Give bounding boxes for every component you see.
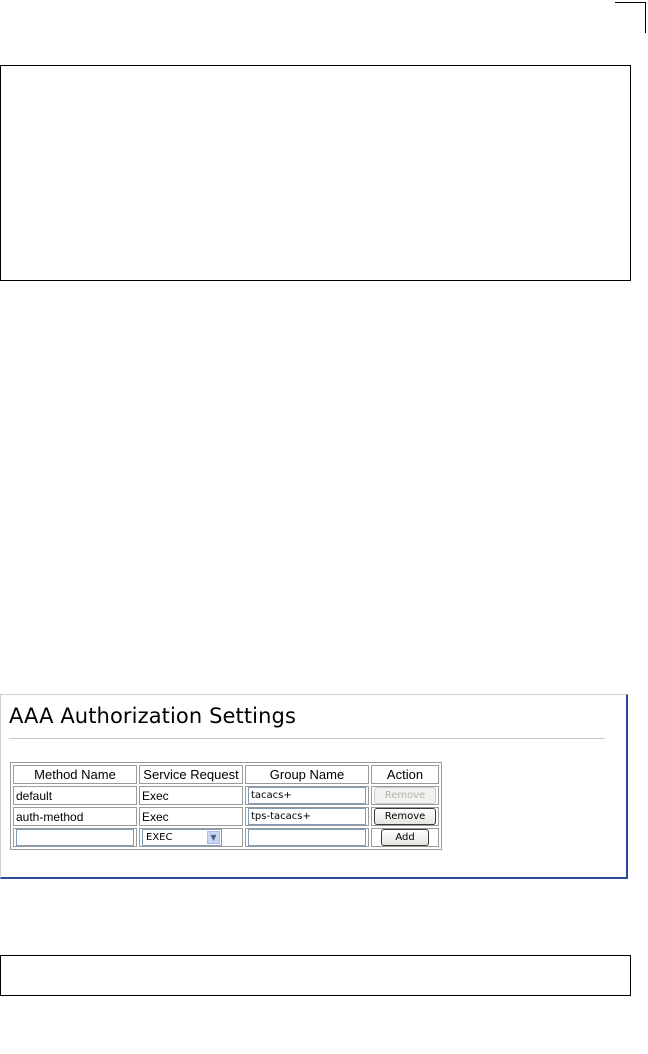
header-method-name: Method Name (13, 765, 137, 784)
new-service-request-cell (139, 828, 243, 847)
page-corner-mark (615, 2, 646, 33)
action-cell (371, 786, 439, 805)
new-method-name-input[interactable] (16, 829, 134, 846)
method-name-cell: default (13, 786, 137, 805)
table-header-row (13, 765, 439, 784)
new-entry-row (13, 828, 439, 847)
table-row (13, 807, 439, 826)
header-action: Action (371, 765, 439, 784)
group-name-input[interactable] (248, 787, 366, 804)
new-group-name-input[interactable] (248, 829, 366, 846)
new-method-name-cell (13, 828, 137, 847)
service-request-cell: Exec (139, 786, 243, 805)
service-request-select[interactable] (142, 829, 222, 846)
authorization-table (10, 762, 442, 850)
group-name-input[interactable] (248, 808, 366, 825)
title-divider (9, 738, 605, 739)
group-name-cell (245, 786, 369, 805)
method-name-cell: auth-method (13, 807, 137, 826)
service-request-cell: Exec (139, 807, 243, 826)
service-request-selected: EXEC (146, 832, 173, 843)
header-group-name: Group Name (245, 765, 369, 784)
header-service-request: Service Request (139, 765, 243, 784)
add-button[interactable]: Add (381, 829, 429, 846)
table-row (13, 786, 439, 805)
remove-button[interactable]: Remove (374, 808, 436, 825)
new-group-name-cell (245, 828, 369, 847)
chevron-down-icon[interactable]: ▼ (207, 831, 220, 844)
code-example-box (0, 65, 631, 281)
group-name-cell (245, 807, 369, 826)
panel-title: AAA Authorization Settings (9, 704, 297, 728)
aaa-authorization-panel (0, 694, 628, 879)
remove-button[interactable]: Remove (374, 787, 436, 804)
action-cell (371, 807, 439, 826)
new-action-cell (371, 828, 439, 847)
code-example-box (0, 955, 631, 996)
